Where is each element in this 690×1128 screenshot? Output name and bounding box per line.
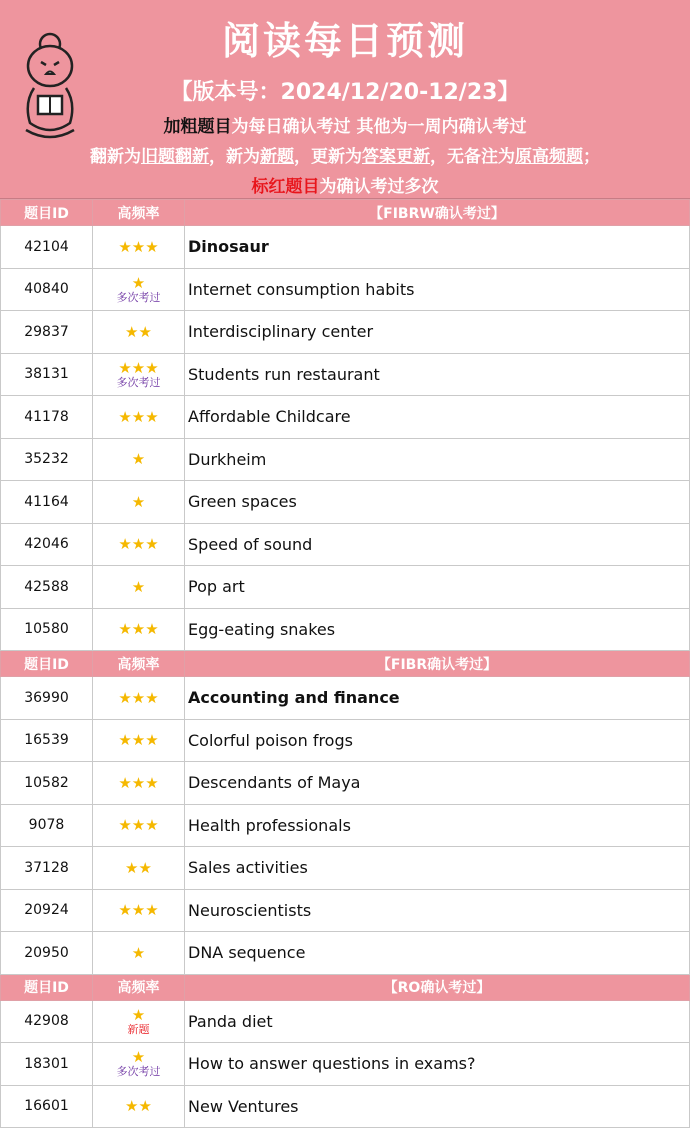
legend-text: ，无备注为 xyxy=(430,147,515,167)
question-id: 38131 xyxy=(1,353,93,396)
frequency-cell xyxy=(93,523,185,566)
legend-line-1 xyxy=(0,112,690,137)
frequency-cell xyxy=(93,311,185,354)
table-row xyxy=(1,1043,690,1086)
star-rating-icon: ★ xyxy=(131,492,146,511)
star-rating-icon: ★★★ xyxy=(118,358,159,377)
question-id: 42104 xyxy=(1,226,93,269)
column-header-frequency: 高频率 xyxy=(93,974,185,1000)
frequency-cell xyxy=(93,438,185,481)
frequency-cell xyxy=(93,268,185,311)
question-topic: Dinosaur xyxy=(185,226,690,269)
question-topic: Green spaces xyxy=(185,481,690,524)
frequency-cell xyxy=(93,1043,185,1086)
frequency-cell xyxy=(93,847,185,890)
star-rating-icon: ★★ xyxy=(125,858,152,877)
question-id: 36990 xyxy=(1,677,93,720)
table-row xyxy=(1,268,690,311)
question-id: 16539 xyxy=(1,719,93,762)
column-header-id: 题目ID xyxy=(1,974,93,1000)
star-rating-icon: ★ xyxy=(131,577,146,596)
table-row xyxy=(1,932,690,975)
star-rating-icon: ★★★ xyxy=(118,816,159,835)
prediction-table xyxy=(0,199,690,1128)
question-topic: Accounting and finance xyxy=(185,677,690,720)
table-row xyxy=(1,226,690,269)
section-header-row xyxy=(1,974,690,1000)
frequency-cell xyxy=(93,719,185,762)
legend-text: 翻新为 xyxy=(90,147,141,167)
question-topic: Panda diet xyxy=(185,1000,690,1043)
frequency-cell xyxy=(93,1000,185,1043)
question-id: 42908 xyxy=(1,1000,93,1043)
question-topic: DNA sequence xyxy=(185,932,690,975)
question-id: 35232 xyxy=(1,438,93,481)
question-id: 42046 xyxy=(1,523,93,566)
legend-term-refurbished: 旧题翻新 xyxy=(141,147,209,167)
question-topic: Colorful poison frogs xyxy=(185,719,690,762)
star-rating-icon: ★★★ xyxy=(118,731,159,750)
question-topic: Pop art xyxy=(185,566,690,609)
table-row xyxy=(1,719,690,762)
table-row xyxy=(1,523,690,566)
question-id: 42588 xyxy=(1,566,93,609)
section-header-row xyxy=(1,651,690,677)
question-id: 18301 xyxy=(1,1043,93,1086)
question-topic: Sales activities xyxy=(185,847,690,890)
legend-red-term: 标红题目 xyxy=(251,177,320,197)
frequency-cell xyxy=(93,396,185,439)
frequency-note: 新题 xyxy=(127,1022,150,1036)
question-id: 37128 xyxy=(1,847,93,890)
section-title: 【FIBRW确认考过】 xyxy=(185,200,690,226)
question-topic: Neuroscientists xyxy=(185,889,690,932)
page-title: 阅读每日预测 xyxy=(221,19,468,63)
table-row xyxy=(1,889,690,932)
question-topic: Health professionals xyxy=(185,804,690,847)
star-rating-icon: ★ xyxy=(131,943,146,962)
frequency-cell xyxy=(93,804,185,847)
question-id: 41164 xyxy=(1,481,93,524)
table-row xyxy=(1,311,690,354)
question-id: 20924 xyxy=(1,889,93,932)
star-rating-icon: ★★★ xyxy=(118,237,159,256)
frequency-cell xyxy=(93,566,185,609)
question-topic: Egg-eating snakes xyxy=(185,608,690,651)
question-id: 10582 xyxy=(1,762,93,805)
frequency-cell xyxy=(93,226,185,269)
legend-line-3-text: 为确认考过多次 xyxy=(319,177,439,197)
legend-term-updated: 答案更新 xyxy=(362,147,430,167)
star-rating-icon: ★ xyxy=(131,450,146,469)
legend-text: ，新为 xyxy=(209,147,260,167)
table-row xyxy=(1,1000,690,1043)
frequency-note: 多次考过 xyxy=(116,375,161,389)
frequency-cell xyxy=(93,677,185,720)
question-topic: Internet consumption habits xyxy=(185,268,690,311)
star-rating-icon: ★ xyxy=(131,273,146,292)
question-topic: Affordable Childcare xyxy=(185,396,690,439)
legend-term-original: 原高频题 xyxy=(515,147,583,167)
star-rating-icon: ★★ xyxy=(125,322,152,341)
table-row xyxy=(1,481,690,524)
question-id: 20950 xyxy=(1,932,93,975)
frequency-note: 多次考过 xyxy=(116,290,161,304)
star-rating-icon: ★★★ xyxy=(118,535,159,554)
legend-term-new: 新题 xyxy=(260,147,294,167)
question-topic: Interdisciplinary center xyxy=(185,311,690,354)
question-topic: Speed of sound xyxy=(185,523,690,566)
table-row xyxy=(1,353,690,396)
section-header-row xyxy=(1,200,690,226)
frequency-cell xyxy=(93,608,185,651)
legend-bold-term: 加粗题目 xyxy=(163,117,232,137)
legend-line-3 xyxy=(0,172,690,197)
table-row xyxy=(1,566,690,609)
star-rating-icon: ★★★ xyxy=(118,620,159,639)
legend-text: ，更新为 xyxy=(294,147,362,167)
version-label: 【版本号：2024/12/20-12/23】 xyxy=(170,80,520,105)
star-rating-icon: ★★★ xyxy=(118,688,159,707)
question-id: 41178 xyxy=(1,396,93,439)
question-id: 40840 xyxy=(1,268,93,311)
table-row xyxy=(1,762,690,805)
column-header-id: 题目ID xyxy=(1,651,93,677)
table-row xyxy=(1,677,690,720)
frequency-cell xyxy=(93,1085,185,1128)
frequency-cell xyxy=(93,932,185,975)
question-id: 10580 xyxy=(1,608,93,651)
legend-text: ； xyxy=(583,147,600,167)
column-header-frequency: 高频率 xyxy=(93,651,185,677)
star-rating-icon: ★★ xyxy=(125,1097,152,1116)
table-row xyxy=(1,1085,690,1128)
table-row xyxy=(1,396,690,439)
question-id: 9078 xyxy=(1,804,93,847)
frequency-cell xyxy=(93,889,185,932)
section-title: 【RO确认考过】 xyxy=(185,974,690,1000)
header-banner xyxy=(0,0,690,199)
star-rating-icon: ★★★ xyxy=(118,407,159,426)
star-rating-icon: ★ xyxy=(131,1048,146,1067)
question-topic: Durkheim xyxy=(185,438,690,481)
column-header-id: 题目ID xyxy=(1,200,93,226)
section-title: 【FIBR确认考过】 xyxy=(185,651,690,677)
question-topic: How to answer questions in exams? xyxy=(185,1043,690,1086)
legend-line-2 xyxy=(0,142,690,167)
table-row xyxy=(1,804,690,847)
table-row xyxy=(1,608,690,651)
question-topic: Students run restaurant xyxy=(185,353,690,396)
table-row xyxy=(1,438,690,481)
star-rating-icon: ★ xyxy=(131,1005,146,1024)
frequency-cell xyxy=(93,481,185,524)
question-topic: Descendants of Maya xyxy=(185,762,690,805)
star-rating-icon: ★★★ xyxy=(118,773,159,792)
question-id: 29837 xyxy=(1,311,93,354)
star-rating-icon: ★★★ xyxy=(118,901,159,920)
question-topic: New Ventures xyxy=(185,1085,690,1128)
question-id: 16601 xyxy=(1,1085,93,1128)
frequency-cell xyxy=(93,353,185,396)
frequency-note: 多次考过 xyxy=(116,1065,161,1079)
legend-line-1-text: 为每日确认考过 其他为一周内确认考过 xyxy=(231,117,527,137)
table-row xyxy=(1,847,690,890)
column-header-frequency: 高频率 xyxy=(93,200,185,226)
frequency-cell xyxy=(93,762,185,805)
